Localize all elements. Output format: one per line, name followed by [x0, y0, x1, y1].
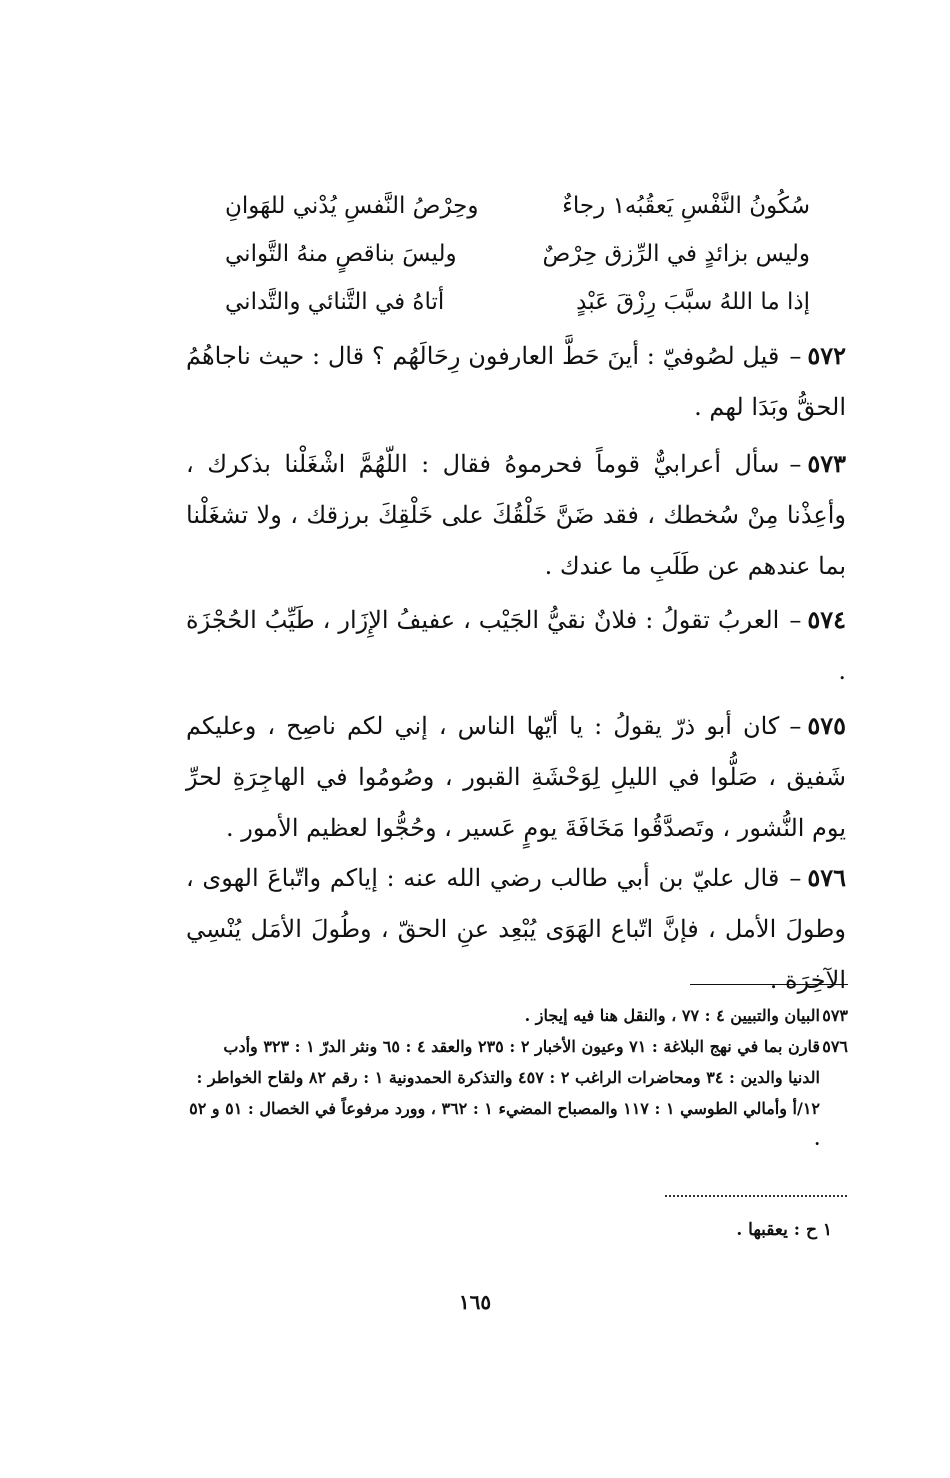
hemistich-left: أتاهُ في التَّنائي والتَّداني: [225, 289, 445, 315]
source-note: [188, 1000, 848, 1031]
paragraph-text: كان أبو ذرّ يقولُ : يا أيّها الناس ، إني لكم ناصِح ، وعليكم شَفيق ، صَلُّوا في الليلِ لِوَحْشَةِ القبور ، وصُومُوا في الهاجِرَةِ لحرِّ يوم النُّشور ، وتَصدَّقُوا مَخَافَةَ يومٍ عَسير ، وحُجُّوا لعظيم الأمور .: [186, 712, 846, 842]
source-note: [188, 1031, 848, 1155]
poem: [225, 182, 810, 326]
hemistich-left: وحِرْصُ النَّفسِ يُدْني للهَوانِ: [225, 193, 479, 219]
notes-divider: [690, 984, 848, 985]
paragraph-574: [186, 594, 846, 697]
source-notes: [188, 1000, 848, 1155]
paragraph-576: [186, 852, 846, 1006]
paragraph-number: ٥٧٥: [807, 711, 846, 740]
dash: –: [789, 450, 802, 478]
paragraph-text: سأل أعرابيٌّ قوماً فحرموهُ فقال : اللّهُمَّ اشْغَلْنا بذكرك ، وأعِذْنا مِنْ سُخطك ، فقد ضَنَّ خَلْقُكَ على خَلْقِكَ برزقك ، ولا تشغَلْنا بما عندهم عن طَلَبِ ما عندك .: [186, 450, 846, 580]
paragraph-number: ٥٧٦: [807, 863, 846, 892]
paragraph-number: ٥٧٤: [807, 605, 846, 634]
poem-verse: [225, 230, 810, 278]
paragraph-number: ٥٧٢: [807, 341, 846, 370]
page-number: ١٦٥: [458, 1290, 492, 1314]
footnote: ١ ح : يعقبها .: [736, 1220, 832, 1240]
dash: –: [789, 342, 802, 370]
dash: –: [789, 606, 802, 634]
hemistich-right: إذا ما اللهُ سبَّبَ رِزْقَ عَبْدٍ: [576, 289, 810, 315]
hemistich-right: وليس بزائدٍ في الرِّزق حِرْصٌ: [542, 241, 810, 267]
paragraph-572: [186, 330, 846, 433]
paragraph-number: ٥٧٣: [807, 449, 846, 478]
dash: –: [789, 864, 802, 892]
poem-verse: [225, 182, 810, 230]
hemistich-right: سُكُونُ النَّفْسِ يَعقُبُه١ رجاءٌ: [562, 193, 810, 219]
footnote-divider: [665, 1195, 847, 1197]
note-number: ٥٧٣: [822, 1006, 848, 1025]
paragraph-573: [186, 438, 846, 592]
paragraph-text: قال عليّ بن أبي طالب رضي الله عنه : إياكم واتّباعَ الهوى ، وطولَ الأمل ، فإنَّ اتّباع الهَوَى يُبْعِد عنِ الحقّ ، وطُولَ الأمَل يُنْسِي الآخِرَة .: [186, 864, 846, 994]
poem-verse: [225, 278, 810, 326]
paragraph-text: قيل لصُوفيّ : أينَ حَطَّ العارفون رِحَالَهُم ؟ قال : حيث ناجاهُمُ الحقُّ وبَدَا لهم .: [186, 342, 846, 421]
dash: –: [789, 712, 802, 740]
paragraph-text: العربُ تقولُ : فلانٌ نقيُّ الجَيْب ، عفيفُ الإِزَار ، طَيِّبُ الحُجْزَة .: [186, 606, 846, 685]
note-text: قارن بما في نهج البلاغة : ٧١ وعيون الأخبار ٢ : ٢٣٥ والعقد ٤ : ٦٥ ونثر الدرّ ١ : ٣٢٣ وأدب الدنيا والدين : ٣٤ ومحاضرات الراغب ٢ : ٤٥٧ والتذكرة الحمدونية ١ : رقم ٨٢ ولقاح الخواطر : ١٢/أ وأمالي الطوسي ١ : ١١٧ والمصباح المضيء ١ : ٣٦٢ ، وورد مرفوعاً في الخصال : ٥١ و ٥٢ .: [189, 1037, 820, 1149]
note-number: ٥٧٦: [822, 1037, 848, 1056]
paragraph-575: [186, 700, 846, 854]
note-text: البيان والتبيين ٤ : ٧٧ ، والنقل هنا فيه إيجاز .: [524, 1006, 820, 1025]
hemistich-left: وليسَ بناقصٍ منهُ التَّواني: [225, 241, 457, 267]
